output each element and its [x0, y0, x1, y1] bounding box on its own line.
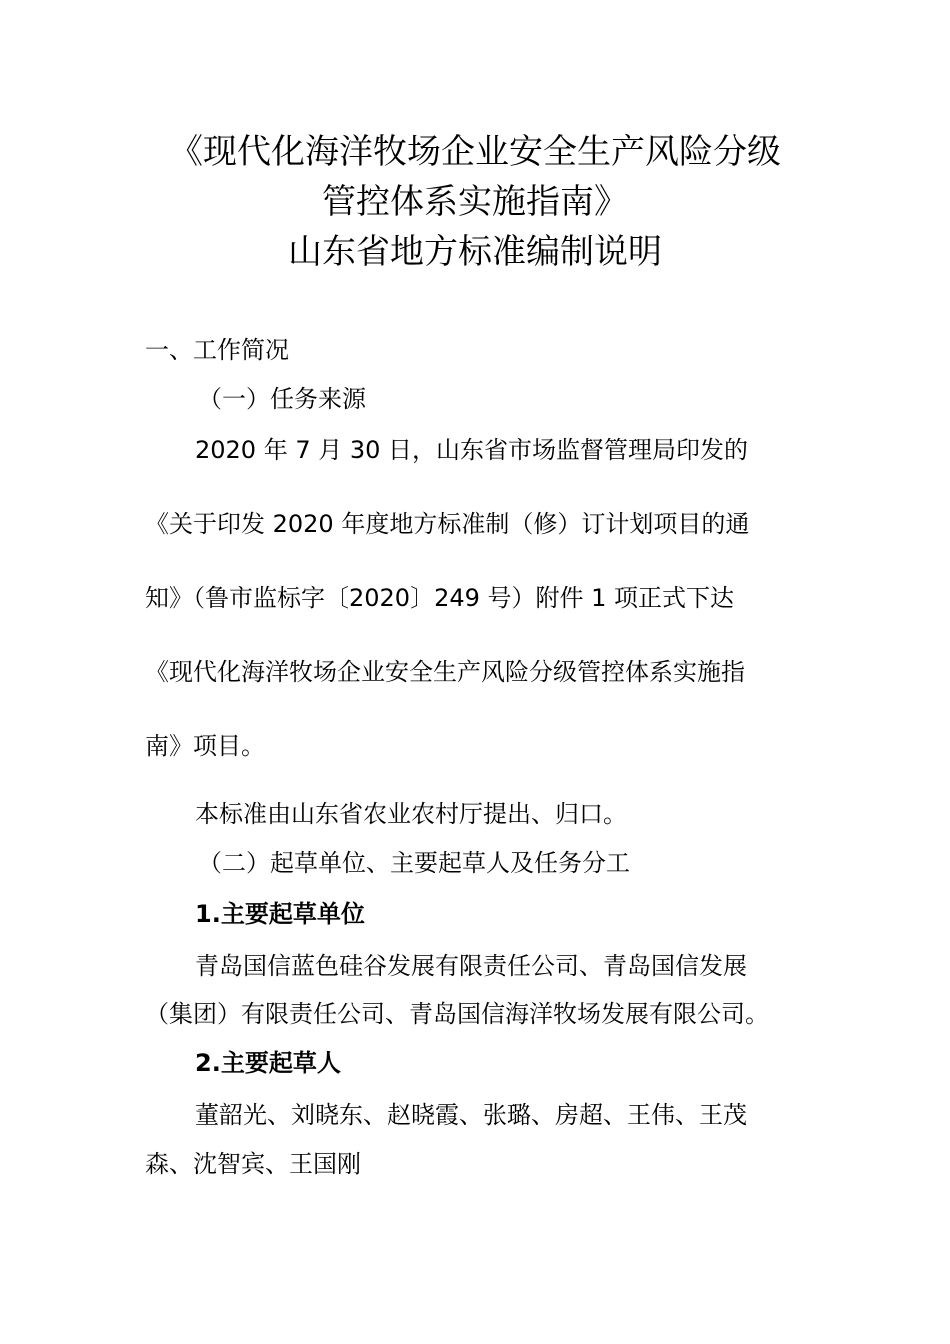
title-line-3: 山东省地方标准编制说明: [288, 232, 662, 272]
title-line-2: 管控体系实施指南》: [322, 182, 628, 222]
paragraph-line: （集团）有限责任公司、青岛国信海洋牧场发展有限公司。: [145, 1000, 769, 1028]
item-heading-main-units: 1.主要起草单位: [195, 900, 365, 928]
section-heading-work-overview: 一、工作简况: [145, 336, 289, 364]
paragraph-line: 青岛国信蓝色硅谷发展有限责任公司、青岛国信发展: [195, 952, 747, 980]
item-heading-main-drafters: 2.主要起草人: [195, 1049, 341, 1077]
paragraph-line: 知》（鲁市监标字〔2020〕249 号）附件 1 项正式下达: [145, 584, 735, 612]
paragraph-line: 南》项目。: [145, 732, 265, 760]
title-line-1: 《现代化海洋牧场企业安全生产风险分级: [169, 132, 781, 172]
subsection-heading-drafting-units: （二）起草单位、主要起草人及任务分工: [198, 849, 630, 877]
paragraph-line: 《关于印发 2020 年度地方标准制（修）订计划项目的通: [145, 510, 750, 538]
subsection-heading-task-source: （一）任务来源: [198, 385, 366, 413]
paragraph-line: 2020 年 7 月 30 日，山东省市场监督管理局印发的: [195, 436, 749, 464]
paragraph-proposer: 本标准由山东省农业农村厅提出、归口。: [195, 800, 627, 828]
paragraph-line: 董韶光、刘晓东、赵晓霞、张璐、房超、王伟、王茂: [195, 1101, 747, 1129]
paragraph-line: 森、沈智宾、王国刚: [145, 1150, 361, 1178]
paragraph-line: 《现代化海洋牧场企业安全生产风险分级管控体系实施指: [145, 658, 745, 686]
